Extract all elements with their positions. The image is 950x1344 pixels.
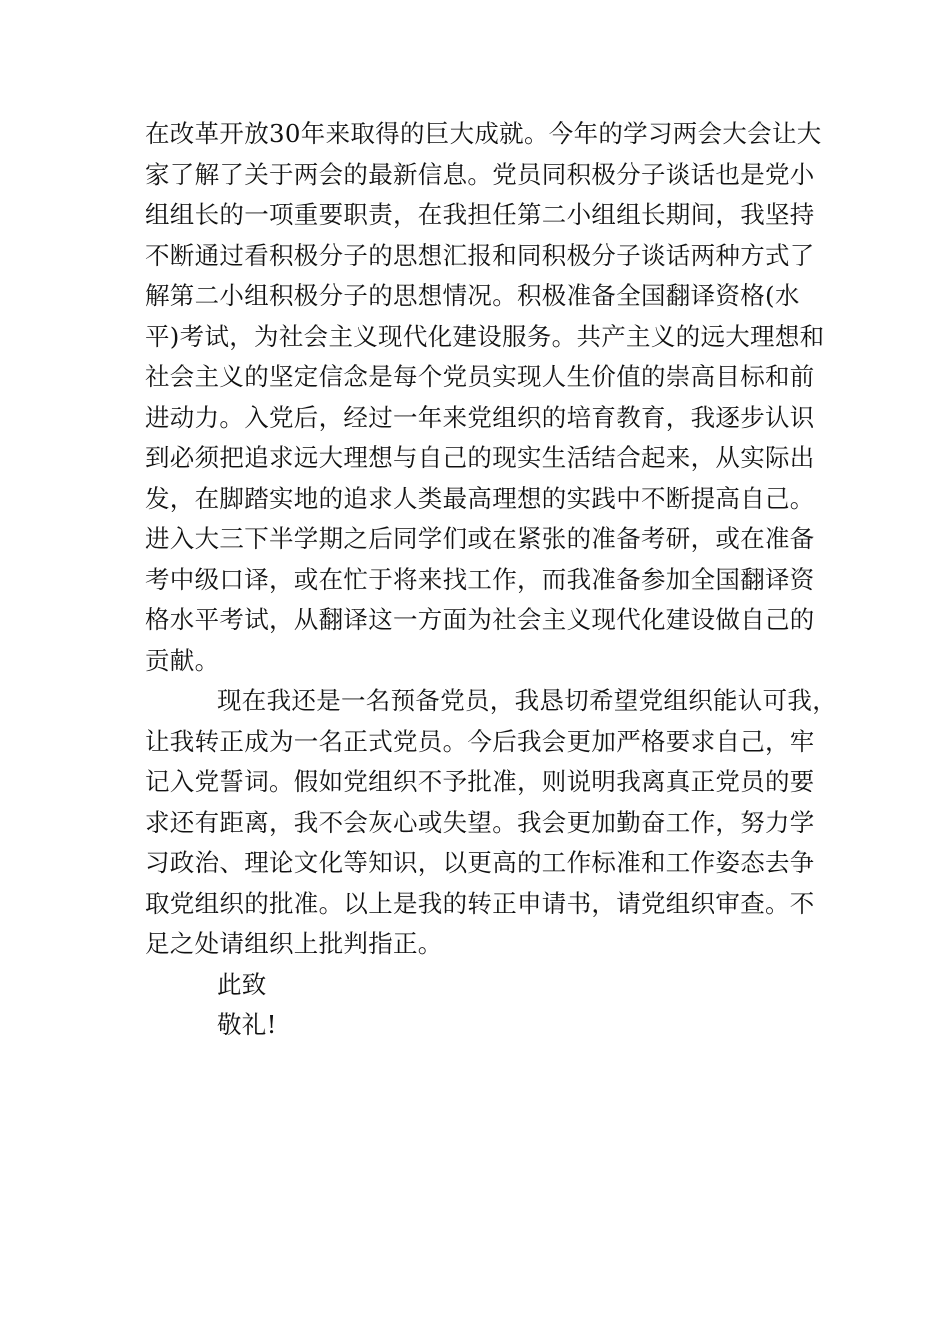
text-line: 取党组织的批准。以上是我的转正申请书，请党组织审查。不 (145, 888, 815, 918)
text-line: 组组长的一项重要职责，在我担任第二小组组长期间，我坚持 (145, 200, 815, 229)
text-line: 求还有距离，我不会灰心或失望。我会更加勤奋工作，努力学 (145, 807, 815, 837)
text-line: 平)考试，为社会主义现代化建设服务。共产主义的远大理想和 (145, 321, 825, 351)
text-line: 现在我还是一名预备党员，我恳切希望党组织能认可我， (217, 686, 837, 715)
text-line: 记入党誓词。假如党组织不予批准，则说明我离真正党员的要 (145, 767, 815, 796)
text-line: 不断通过看积极分子的思想汇报和同积极分子谈话两种方式了 (145, 240, 815, 270)
document-body (145, 114, 837, 1046)
text-line: 发，在脚踏实地的追求人类最高理想的实践中不断提高自己。 (145, 483, 815, 513)
text-line: 社会主义的坚定信念是每个党员实现人生价值的崇高目标和前 (145, 362, 815, 391)
text-line: 格水平考试，从翻译这一方面为社会主义现代化建设做自己的 (145, 605, 815, 634)
text-line: 考中级口译，或在忙于将来找工作，而我准备参加全国翻译资 (145, 564, 815, 594)
closing-line-1: 此致 (217, 969, 267, 999)
text-line: 进入大三下半学期之后同学们或在紧张的准备考研，或在准备 (145, 524, 815, 553)
text-line: 解第二小组积极分子的思想情况。积极准备全国翻译资格(水 (145, 281, 800, 310)
text-line: 让我转正成为一名正式党员。今后我会更加严格要求自己，牢 (145, 726, 815, 756)
text-line: 到必须把追求远大理想与自己的现实生活结合起来，从实际出 (145, 443, 815, 472)
paragraph-request (145, 681, 837, 965)
text-line: 进动力。入党后，经过一年来党组织的培育教育，我逐步认识 (145, 402, 815, 432)
text-line: 习政治、理论文化等知识，以更高的工作标准和工作姿态去争 (145, 848, 815, 877)
paragraph-achievements (145, 114, 825, 681)
text-line: 足之处请组织上批判指正。 (145, 929, 443, 958)
text-line: 家了解了关于两会的最新信息。党员同积极分子谈话也是党小 (145, 159, 815, 189)
text-line: 在改革开放30年来取得的巨大成就。今年的学习两会大会让大 (145, 119, 822, 148)
closing-salutation (145, 965, 805, 1046)
text-line: 贡献。 (145, 645, 220, 675)
closing-line-2: 敬礼! (217, 1010, 277, 1039)
